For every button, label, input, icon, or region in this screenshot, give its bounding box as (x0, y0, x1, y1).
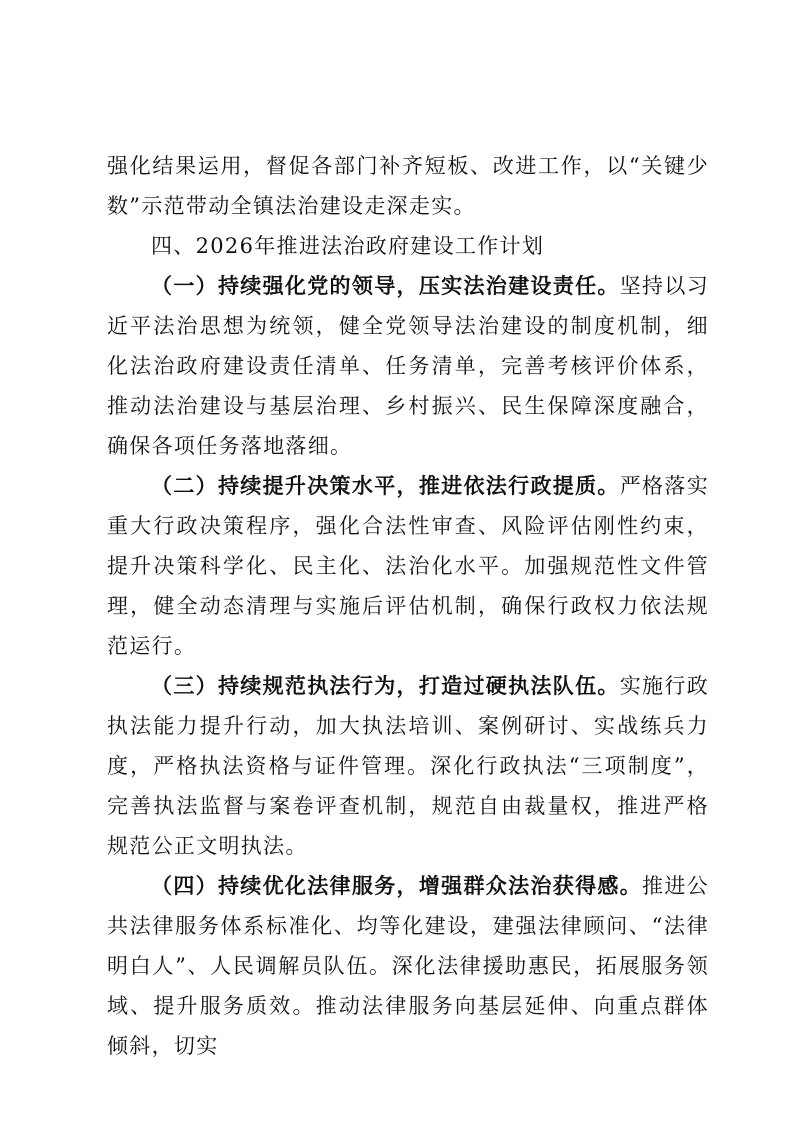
plan-item-4 (107, 866, 709, 1066)
document-body (107, 146, 709, 1066)
plan-item-3-body: 实施行政执法能力提升行动，加大执法培训、案例研讨、实战练兵力度，严格执法资格与证件管理。深化行政执法“三项制度”，完善执法监督与案卷评查机制，规范自由裁量权，推进严格规范公正文明执法。 (107, 674, 709, 858)
intro-paragraph: 强化结果运用，督促各部门补齐短板、改进工作，以“关键少数”示范带动全镇法治建设走深走实。 (107, 154, 709, 218)
plan-item-1-body: 坚持以习近平法治思想为统领，健全党领导法治建设的制度机制，细化法治政府建设责任清单、任务清单，完善考核评价体系，推动法治建设与基层治理、乡村振兴、民生保障深度融合，确保各项任务落地落细。 (107, 274, 709, 458)
plan-item-3-title: （三）持续规范执法行为，打造过硬执法队伍。 (151, 674, 620, 698)
plan-item-2-body: 严格落实重大行政决策程序，强化合法性审查、风险评估刚性约束，提升决策科学化、民主化、法治化水平。加强规范性文件管理，健全动态清理与实施后评估机制，确保行政权力依法规范运行。 (107, 474, 709, 658)
plan-item-2 (107, 466, 709, 666)
plan-item-1-title: （一）持续强化党的领导，压实法治建设责任。 (151, 274, 620, 298)
plan-item-3 (107, 666, 709, 866)
plan-item-4-title: （四）持续优化法律服务，增强群众法治获得感。 (151, 874, 643, 898)
plan-item-1 (107, 266, 709, 466)
plan-item-2-title: （二）持续提升决策水平，推进依法行政提质。 (151, 474, 620, 498)
plan-item-4-body: 推进公共法律服务体系标准化、均等化建设，建强法律顾问、“法律明白人”、人民调解员队伍。深化法律援助惠民，拓展服务领域、提升服务质效。推动法律服务向基层延伸、向重点群体倾斜，切实 (107, 874, 709, 1058)
section-heading: 四、2026年推进法治政府建设工作计划 (151, 234, 545, 258)
